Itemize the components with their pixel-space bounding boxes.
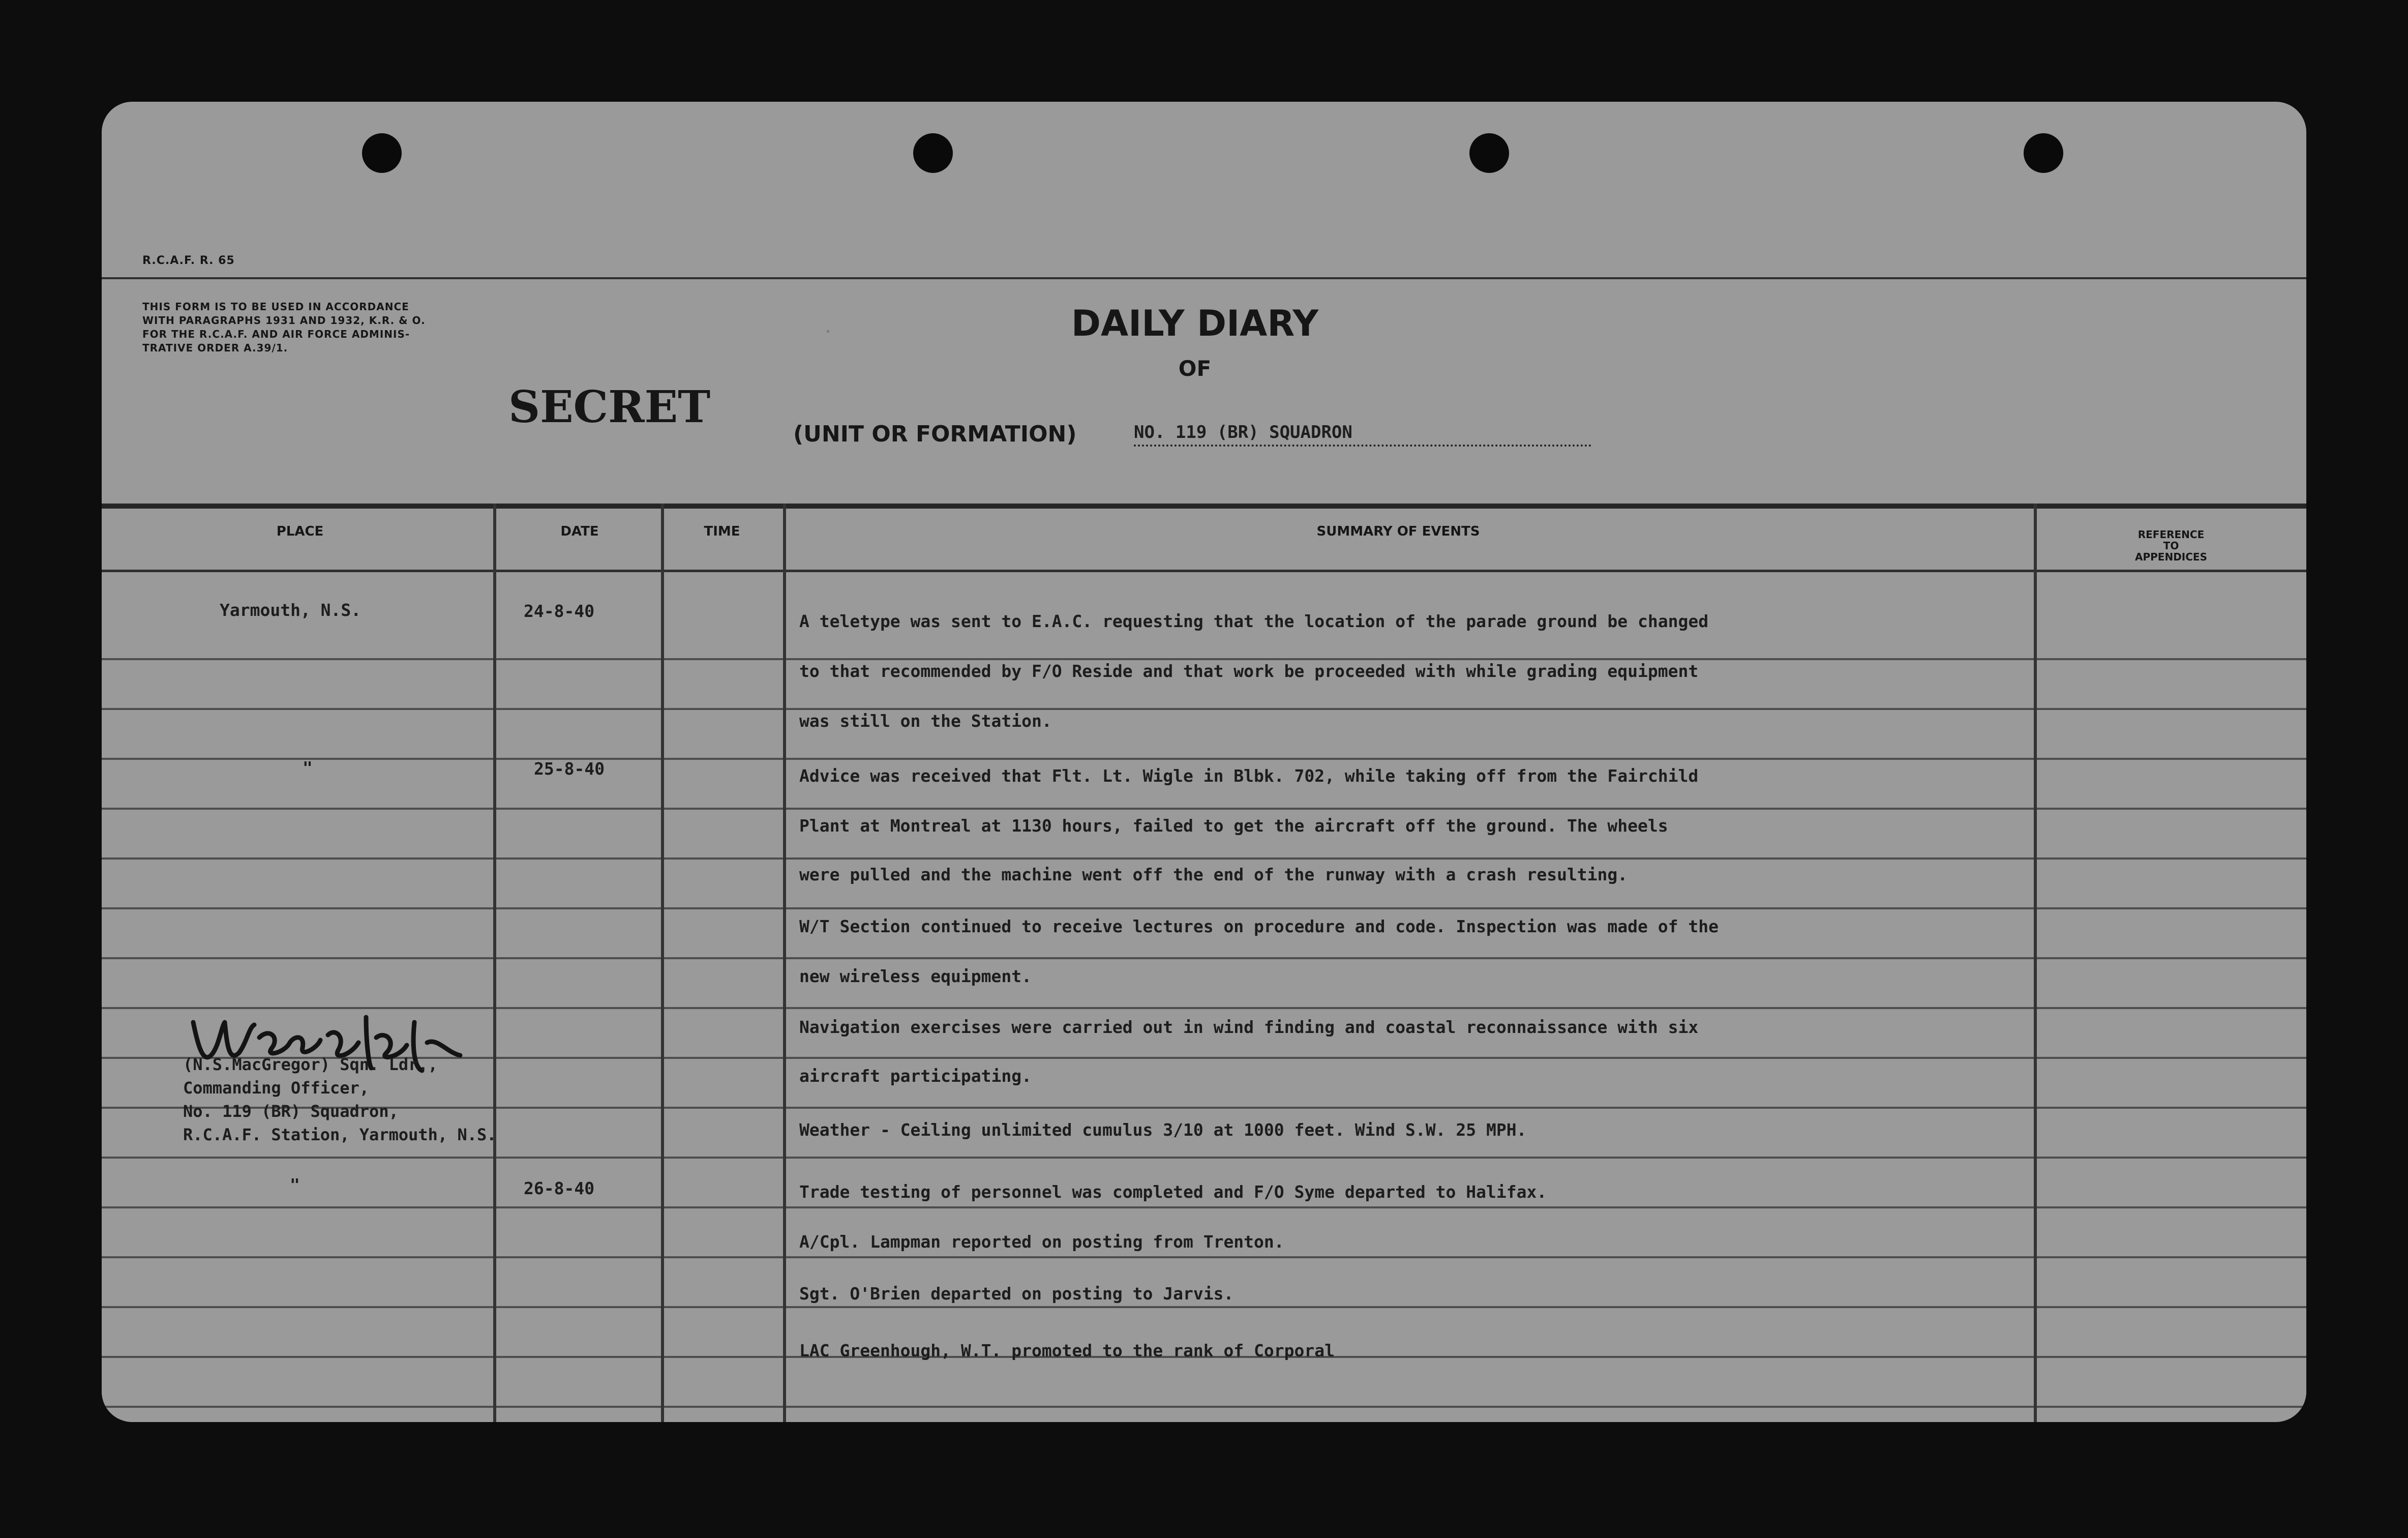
date-entry: 24-8-40 [524, 601, 595, 621]
form-number: R.C.A.F. R. 65 [142, 254, 235, 267]
event-line: was still on the Station. [799, 711, 1052, 731]
form-usage-note: THIS FORM IS TO BE USED IN ACCORDANCE WITH PARAGRAPHS 1931 AND 1932, K.R. & O. FOR THE R.C.A.F. AND AIR FORCE ADMINIS- TRATIVE ORDER A.39/1. [142, 301, 426, 354]
column-header-date: DATE [560, 524, 599, 539]
date-entry: 26-8-40 [524, 1178, 595, 1198]
event-line: were pulled and the machine went off the end of the runway with a crash resulting. [799, 865, 1628, 884]
form-title: DAILY DIARY [1071, 303, 1319, 344]
unit-value: NO. 119 (BR) SQUADRON [1134, 422, 1591, 447]
event-line: LAC Greenhough, W.T. promoted to the rank of Corporal [799, 1341, 1335, 1360]
form-of: OF [1178, 356, 1212, 381]
event-line: to that recommended by F/O Reside and that work be proceeded with while grading equipment [799, 661, 1699, 681]
classification-stamp: SECRET [508, 381, 711, 433]
punch-hole [362, 133, 402, 173]
event-line: Trade testing of personnel was completed and F/O Syme departed to Halifax. [799, 1182, 1547, 1202]
event-line: aircraft participating. [799, 1066, 1032, 1086]
column-header-reference: REFERENCE TO APPENDICES [2135, 528, 2207, 563]
event-line: Weather - Ceiling unlimited cumulus 3/10 at 1000 feet. Wind S.W. 25 MPH. [799, 1120, 1527, 1140]
event-line: Navigation exercises were carried out in wind finding and coastal reconnaissance with six [799, 1017, 1699, 1037]
punch-hole [2024, 133, 2063, 173]
event-line: Sgt. O'Brien departed on posting to Jarvis. [799, 1284, 1234, 1304]
event-line: A/Cpl. Lampman reported on posting from Trenton. [799, 1232, 1284, 1252]
column-divider [783, 504, 786, 1422]
date-entry: 25-8-40 [534, 759, 605, 779]
event-line: Advice was received that Flt. Lt. Wigle in Blbk. 702, while taking off from the Fairchild [799, 766, 1699, 786]
column-header-rule [102, 570, 2306, 572]
bleed-through-text: · [824, 323, 832, 340]
header-rule [102, 277, 2306, 279]
diary-card [102, 102, 2306, 1422]
column-header-time: TIME [704, 524, 740, 539]
column-header-place: PLACE [276, 524, 324, 539]
unit-label: (UNIT OR FORMATION) [793, 421, 1077, 447]
event-line: W/T Section continued to receive lectures on procedure and code. Inspection was made of the [799, 916, 1719, 936]
punch-hole [1469, 133, 1509, 173]
place-entry: Yarmouth, N.S. [220, 600, 362, 620]
event-line: Plant at Montreal at 1130 hours, failed to get the aircraft off the ground. The wheels [799, 816, 1668, 836]
signature-block: (N.S.MacGregor) Sqn. Ldr., Commanding Officer, No. 119 (BR) Squadron, R.C.A.F. Station, Yarmouth, N.S. [183, 1055, 497, 1144]
event-line: new wireless equipment. [799, 966, 1032, 986]
column-divider [661, 504, 664, 1422]
place-ditto-mark: " [303, 758, 313, 778]
column-divider [2034, 504, 2037, 1422]
punch-hole [913, 133, 953, 173]
column-divider [493, 504, 496, 1422]
place-ditto-mark: " [290, 1175, 300, 1195]
column-header-summary: SUMMARY OF EVENTS [1316, 524, 1480, 539]
event-line: A teletype was sent to E.A.C. requesting that the location of the parade ground be changed [799, 611, 1709, 631]
table-top-rule [102, 504, 2306, 509]
